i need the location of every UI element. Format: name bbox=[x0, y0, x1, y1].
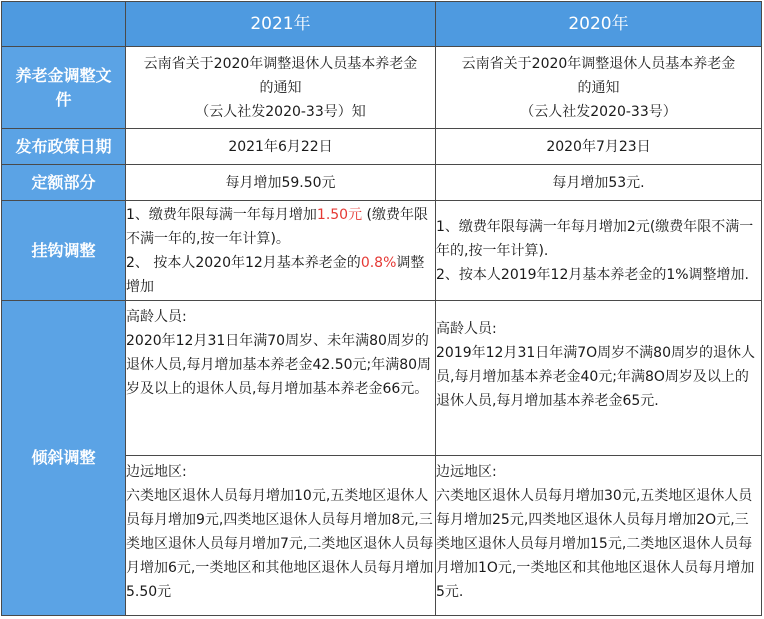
row-document bbox=[2, 47, 762, 129]
linked-2020-item2: 2、按本人2019年12月基本养老金的1%调整增加. bbox=[436, 266, 750, 283]
linked-2021-percent: 0.8% bbox=[360, 254, 397, 271]
linked-2021-item2 bbox=[126, 251, 435, 299]
date-2021: 2021年6月22日 bbox=[126, 129, 436, 165]
row-fixed bbox=[2, 165, 762, 201]
linked-2021-per-year-amount: 1.50元 bbox=[316, 206, 363, 223]
header-corner bbox=[2, 2, 126, 47]
pension-comparison-table bbox=[1, 1, 762, 616]
header-2020: 2020年 bbox=[436, 2, 762, 47]
doc-2020-line1: 云南省关于2020年调整退休人员基本养老金 bbox=[461, 55, 736, 72]
label-document: 养老金调整文件 bbox=[2, 47, 126, 129]
doc-2021-line1: 云南省关于2020年调整退休人员基本养老金 bbox=[143, 55, 418, 72]
linked-2020-item1: 1、缴费年限每满一年每月增加2元(缴费年限不满一年的,按一年计算). bbox=[436, 218, 754, 259]
doc-2020-line2: 的通知 bbox=[577, 79, 620, 96]
linked-2020 bbox=[436, 201, 762, 301]
linked-2021-item1-text-a: 1、缴费年限每满一年每月增加 bbox=[126, 206, 317, 223]
label-date: 发布政策日期 bbox=[2, 129, 126, 165]
doc-2020-line3: （云人社发2020-33号） bbox=[520, 103, 677, 120]
label-tilt: 倾斜调整 bbox=[2, 301, 126, 616]
doc-2020 bbox=[436, 47, 762, 129]
elder-2020 bbox=[436, 301, 762, 456]
doc-2021-line3: （云人社发2020-33号）知 bbox=[195, 103, 366, 120]
linked-2021 bbox=[126, 201, 436, 301]
remote-2020-title: 边远地区: bbox=[436, 464, 497, 480]
linked-2021-item2-text-a: 2、 按本人2020年12月基本养老金的 bbox=[126, 254, 361, 271]
elder-2021-body: 2020年12月31日年满70周岁、未年满80周岁的退休人员,每月增加基本养老金42.50元;年满80周岁及以上的退休人员,每月增加基本养老金66元。 bbox=[126, 333, 432, 397]
linked-2021-item1-text-b: (缴费年限不满一年的,按一年计算)。 bbox=[126, 206, 429, 247]
label-fixed: 定额部分 bbox=[2, 165, 126, 201]
date-2020: 2020年7月23日 bbox=[436, 129, 762, 165]
fixed-2020: 每月增加53元. bbox=[436, 165, 762, 201]
row-date bbox=[2, 129, 762, 165]
remote-2020-body: 六类地区退休人员每月增加30元,五类地区退休人员每月增加25元,四类地区退休人员每月增加2O元,三类地区退休人员每月增加15元,二类地区退休人员每月增加1O元,一类地区和其他地区退休人员每月增加5元. bbox=[436, 488, 755, 600]
label-linked: 挂钩调整 bbox=[2, 201, 126, 301]
remote-2020 bbox=[436, 456, 762, 616]
row-linked bbox=[2, 201, 762, 301]
linked-2021-item2-text-b: 调整增加 bbox=[126, 254, 425, 295]
header-row bbox=[2, 2, 762, 47]
remote-2021-body: 六类地区退休人员每月增加10元,五类地区退休人员每月增加9元,四类地区退休人员每月增加8元,三类地区退休人员每月增加7元,二类地区退休人员每月增加6元,一类地区和其他地区退休人员每月增加5.50元 bbox=[126, 488, 434, 600]
doc-2021-line2: 的通知 bbox=[259, 79, 302, 96]
linked-2021-item1 bbox=[126, 203, 435, 251]
fixed-2021: 每月增加59.50元 bbox=[126, 165, 436, 201]
elder-2020-title: 高龄人员: bbox=[436, 321, 497, 337]
elder-2020-body: 2019年12月31日年满7O周岁不满80周岁的退休人员,每月增加基本养老金40元;年满8O周岁及以上的退休人员,每月增加基本养老金65元. bbox=[436, 345, 755, 409]
elder-2021-title: 高龄人员: bbox=[126, 309, 187, 325]
elder-2021 bbox=[126, 301, 436, 456]
header-2021: 2021年 bbox=[126, 2, 436, 47]
row-tilt-elder bbox=[2, 301, 762, 456]
doc-2021 bbox=[126, 47, 436, 129]
remote-2021 bbox=[126, 456, 436, 616]
remote-2021-title: 边远地区: bbox=[126, 464, 187, 480]
